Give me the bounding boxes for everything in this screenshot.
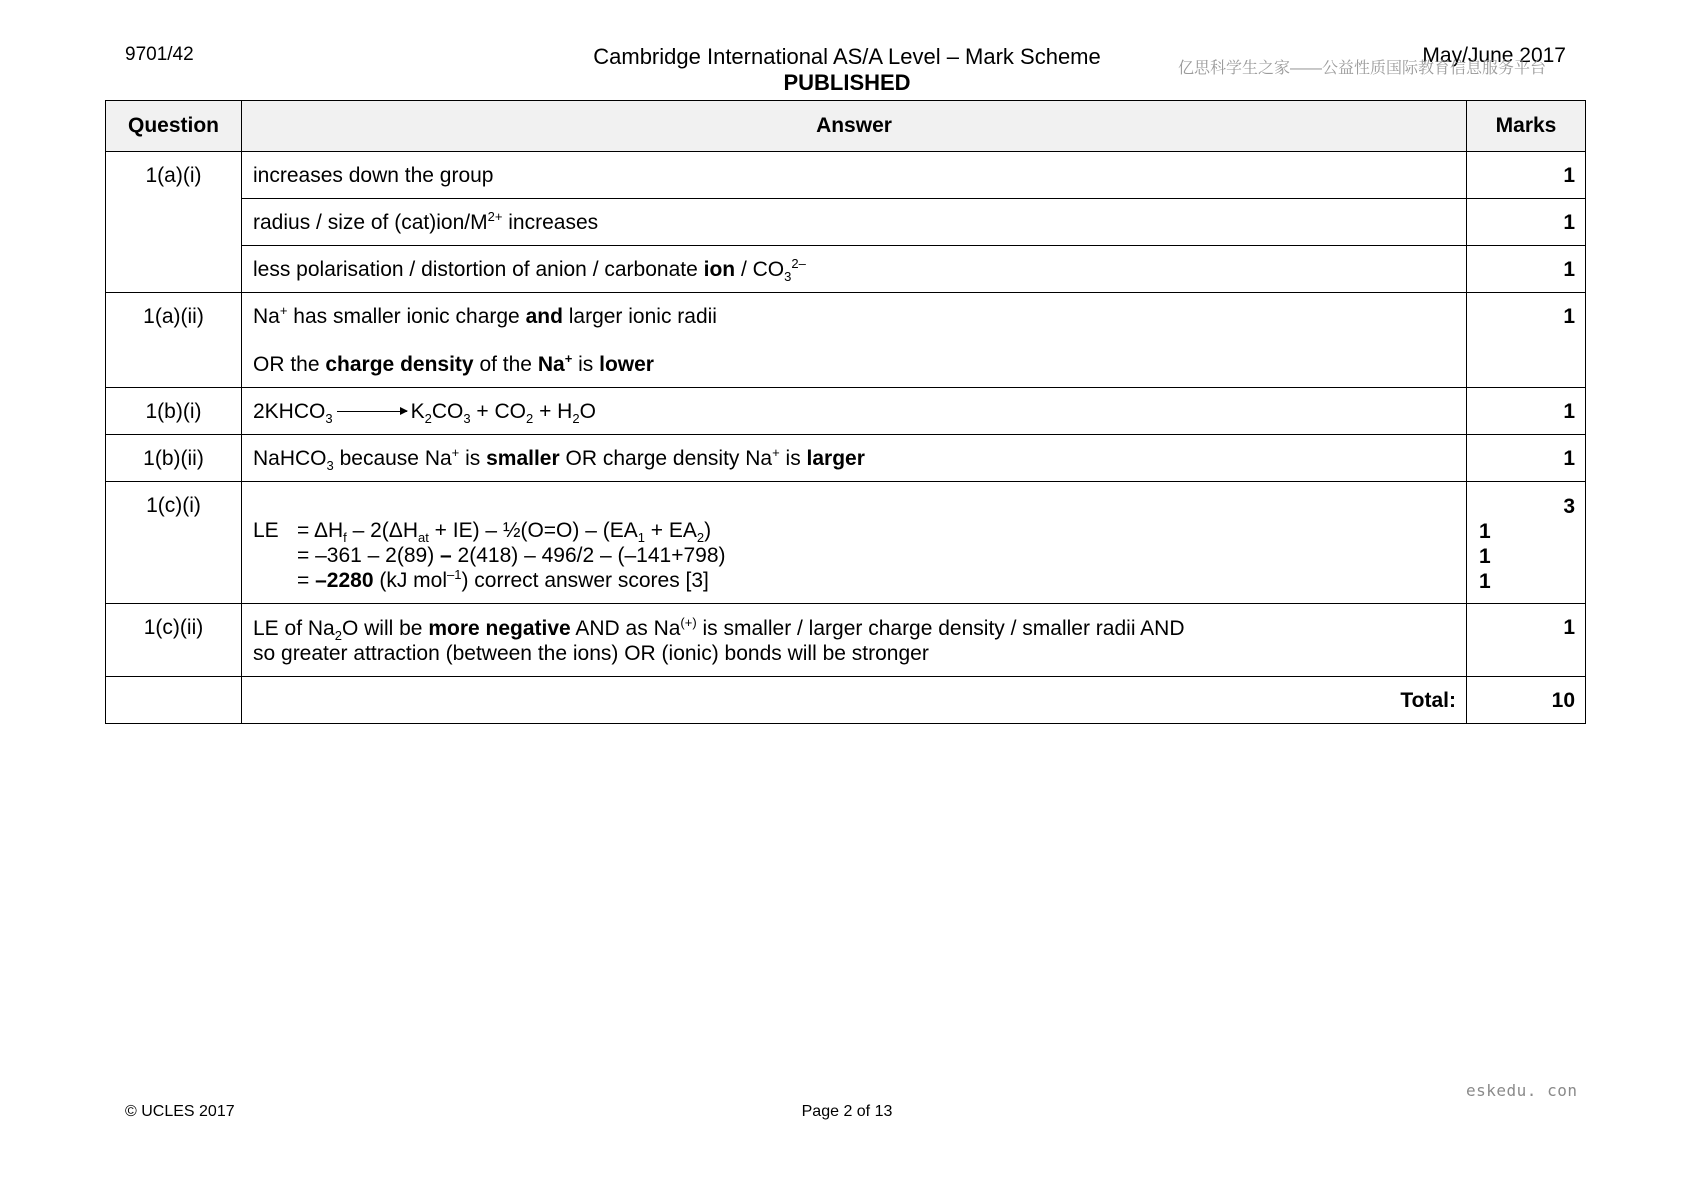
table-row	[106, 482, 1586, 604]
answer-text: is	[779, 447, 807, 470]
answer-text: larger ionic radii	[562, 305, 717, 328]
answer-text: NaHCO	[253, 447, 327, 470]
answer-cell	[242, 246, 1467, 293]
answer-line	[253, 615, 1456, 644]
copyright: © UCLES 2017	[125, 1103, 235, 1120]
superscript: –1	[447, 567, 462, 582]
calc-text: + IE) – ½(O=O) – (EA	[428, 519, 638, 542]
equation-text: + CO	[470, 400, 527, 423]
answer-line	[253, 305, 1456, 329]
answer-line: so greater attraction (between the ions) OR (ionic) bonds will be stronger	[253, 642, 929, 665]
calc-label: LE	[253, 519, 279, 542]
answer-text: of the	[473, 353, 538, 376]
question-cell: 1(b)(i)	[106, 388, 242, 435]
title-line: Cambridge International AS/A Level – Mark Scheme	[593, 44, 1101, 69]
answer-text: OR charge density Na	[559, 447, 773, 470]
subscript: 1	[637, 530, 645, 546]
answer-text: less polarisation / distortion of anion / carbonate	[253, 258, 704, 281]
answer-text: is smaller / larger charge density / smaller radii AND	[696, 617, 1185, 640]
bold-text: larger	[806, 447, 865, 470]
total-value: 10	[1467, 677, 1586, 724]
answer-text: / CO	[735, 258, 785, 281]
question-cell: 1(a)(i)	[106, 152, 242, 293]
marks-cell: 1	[1467, 199, 1586, 246]
question-cell: 1(b)(ii)	[106, 435, 242, 482]
reaction-arrow-icon	[337, 411, 407, 412]
marks-cell: 1	[1467, 152, 1586, 199]
page-number: Page 2 of 13	[801, 1103, 893, 1120]
superscript: +	[772, 445, 780, 460]
spacer	[253, 329, 1456, 353]
calc-text: ) correct answer scores [3]	[461, 569, 709, 592]
answer-text: LE of Na	[253, 617, 335, 640]
answer-cell	[242, 388, 1467, 435]
question-cell: 1(a)(ii)	[106, 293, 242, 388]
subscript: 2	[572, 411, 580, 427]
table-row	[106, 435, 1586, 482]
watermark-bottom: eskedu. con	[1466, 1081, 1578, 1100]
answer-cell	[242, 482, 1467, 604]
answer-cell	[242, 293, 1467, 388]
answer-text: radius / size of (cat)ion/M	[253, 211, 488, 234]
marks-header: Marks	[1467, 101, 1586, 152]
subscript: 2	[424, 411, 432, 427]
calc-text: (kJ mol	[373, 569, 448, 592]
subscript: 3	[463, 411, 471, 427]
subscript: 2	[334, 628, 342, 644]
table-row	[106, 199, 1586, 246]
bold-text: –2280	[315, 569, 374, 592]
calc-text: = ΔH	[297, 519, 344, 542]
marks-cell: 1	[1467, 293, 1586, 388]
equation-text: K	[410, 400, 425, 423]
bold-text: more negative	[428, 617, 571, 640]
answer-line	[253, 353, 1456, 377]
marks-cell: 1	[1467, 435, 1586, 482]
paper-code: 9701/42	[125, 44, 194, 65]
table-row	[106, 293, 1586, 388]
question-cell: 1(c)(i)	[106, 482, 242, 604]
superscript: +	[564, 351, 573, 366]
bold-text: smaller	[486, 447, 560, 470]
question-cell-empty	[106, 677, 242, 724]
table-row	[106, 388, 1586, 435]
calc-text: – 2(ΔH	[346, 519, 418, 542]
subscript: 3	[326, 458, 334, 474]
total-label: Total:	[242, 677, 1467, 724]
answer-text: Na	[253, 305, 280, 328]
answer-header: Answer	[242, 101, 1467, 152]
answer-text: OR the	[253, 353, 326, 376]
calc-text: = –361 – 2(89)	[297, 544, 441, 567]
subscript: 3	[784, 269, 792, 285]
answer-text: AND as Na	[570, 617, 681, 640]
table-row	[106, 604, 1586, 677]
bold-text: –	[440, 544, 452, 567]
bold-text: charge density	[325, 353, 474, 376]
answer-cell	[242, 604, 1467, 677]
answer-text: O will be	[341, 617, 429, 640]
answer-cell	[242, 152, 1467, 199]
watermark-top: 亿思科学生之家——公益性质国际教育信息服务平台	[1178, 60, 1547, 77]
header-row	[106, 101, 1586, 152]
answer-text: is	[572, 353, 600, 376]
subscript: at	[417, 530, 429, 546]
sub-mark: 1	[1479, 520, 1491, 543]
superscript: +	[451, 445, 460, 460]
table-row	[106, 152, 1586, 199]
answer-text: is	[459, 447, 487, 470]
table-row	[106, 246, 1586, 293]
calc-text: =	[297, 569, 316, 592]
sub-mark: 1	[1479, 570, 1491, 593]
answer-text: increases down the group	[253, 164, 494, 187]
answer-text: increases	[502, 211, 599, 234]
subscript: 2	[696, 530, 705, 546]
calc-text: 2(418) – 496/2 – (–141+798)	[451, 544, 726, 567]
equation-text: 2KHCO	[253, 400, 326, 423]
marks-cell: 1	[1467, 604, 1586, 677]
question-cell: 1(c)(ii)	[106, 604, 242, 677]
superscript: 2–	[791, 256, 806, 271]
answer-cell	[242, 199, 1467, 246]
question-header: Question	[106, 101, 242, 152]
sub-mark: 1	[1479, 545, 1491, 568]
calc-text: + EA	[644, 519, 697, 542]
equation-text: + H	[533, 400, 573, 423]
bold-text: and	[525, 305, 563, 328]
equation-text: CO	[431, 400, 464, 423]
total-row	[106, 677, 1586, 724]
marks-cell: 1	[1467, 246, 1586, 293]
superscript: (+)	[680, 615, 697, 630]
answer-text: because Na	[333, 447, 452, 470]
total-marks: 3	[1563, 495, 1575, 518]
superscript: 2+	[487, 209, 503, 224]
spacer	[253, 494, 1456, 518]
marks-cell	[1467, 482, 1586, 604]
answer-cell	[242, 435, 1467, 482]
bold-text: ion	[703, 258, 736, 281]
answer-text: has smaller ionic charge	[287, 305, 526, 328]
superscript: +	[279, 303, 288, 318]
subscript: 2	[526, 411, 534, 427]
calc-line	[253, 568, 1456, 593]
exam-session: May/June 2017	[1422, 44, 1566, 67]
mark-scheme-table	[105, 100, 1586, 724]
marks-cell: 1	[1467, 388, 1586, 435]
calc-line	[253, 518, 1456, 546]
calc-text: )	[704, 519, 712, 542]
published-label: PUBLISHED	[783, 70, 911, 95]
bold-text: lower	[599, 353, 654, 376]
subscript: f	[343, 530, 347, 546]
bold-text: Na	[537, 353, 565, 376]
subscript: 3	[325, 411, 333, 427]
calc-line	[253, 543, 1456, 568]
equation-text: O	[579, 400, 596, 423]
